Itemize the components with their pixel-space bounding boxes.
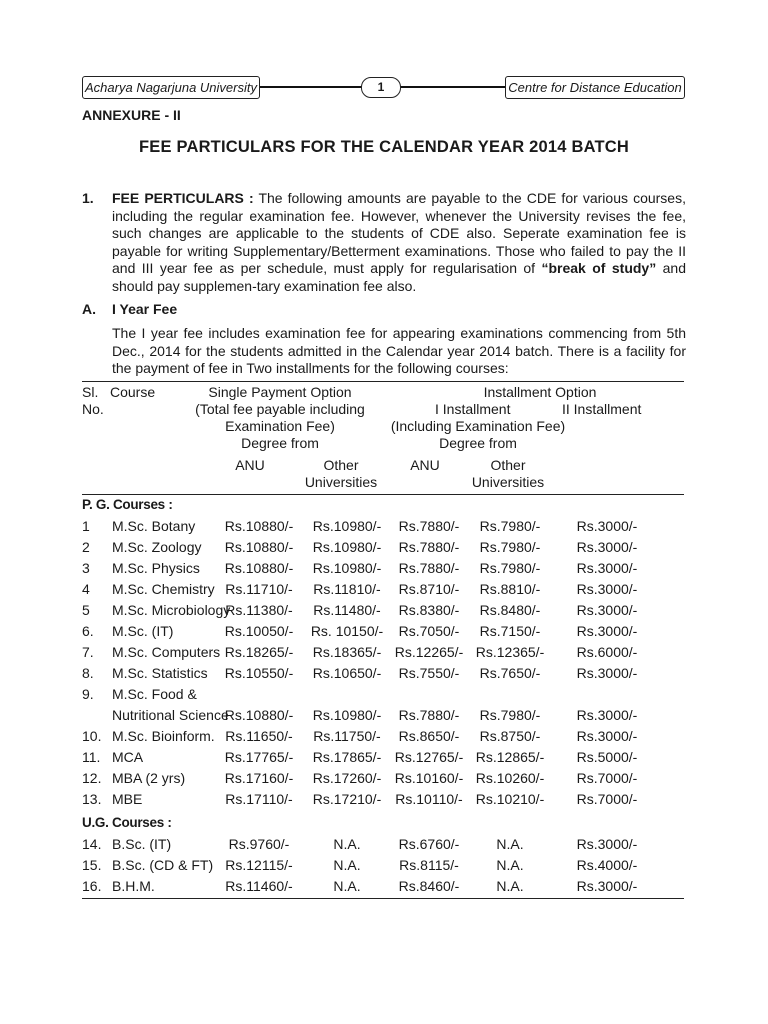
- cell-sl: 3: [82, 560, 90, 576]
- cell-other: Rs. 10150/-: [310, 623, 384, 639]
- cell-i-other: N.A.: [496, 878, 524, 894]
- section-1-text-b: and should pay supplemen-tary examination fee also.: [112, 260, 686, 294]
- cell-i-anu: Rs.6760/-: [398, 836, 460, 852]
- cell-i-other: Rs.10260/-: [475, 770, 545, 786]
- cell-i-anu: Rs.12265/-: [394, 644, 464, 660]
- cell-other: Rs.10650/-: [312, 665, 382, 681]
- cell-anu: Rs.17160/-: [224, 770, 294, 786]
- cell-ii: Rs.3000/-: [576, 836, 638, 852]
- th-other-single: Other: [323, 457, 359, 473]
- cell-i-other: Rs.7150/-: [479, 623, 541, 639]
- cell-sl: 16.: [82, 878, 102, 894]
- cell-course: M.Sc. Food &: [112, 686, 197, 702]
- cell-course: M.Sc. Statistics: [112, 665, 208, 681]
- cell-anu: Rs.10880/-: [224, 707, 294, 723]
- cell-course: B.Sc. (CD & FT): [112, 857, 214, 873]
- section-a-heading: I Year Fee: [112, 301, 178, 317]
- cell-other: Rs.10980/-: [312, 539, 382, 555]
- cell-i-other: Rs.7980/-: [479, 518, 541, 534]
- cell-i-anu: Rs.8710/-: [398, 581, 460, 597]
- cell-course: MBA (2 yrs): [112, 770, 186, 786]
- cell-i-other: N.A.: [496, 836, 524, 852]
- cell-sl: 5: [82, 602, 90, 618]
- cell-other: N.A.: [333, 878, 361, 894]
- cell-i-anu: Rs.7880/-: [398, 539, 460, 555]
- cell-i-other: Rs.7980/-: [479, 707, 541, 723]
- cell-i-other: Rs.8750/-: [479, 728, 541, 744]
- th-single-exam: Examination Fee): [225, 418, 335, 434]
- cell-other: Rs.18365/-: [312, 644, 382, 660]
- th-sl: Sl.: [82, 384, 99, 400]
- section-a-paragraph: The I year fee includes examination fee for appearing examinations commencing from 5th Dec., 2014 for the students admitted in the Calendar year 2014 batch. There is a facility for the payment of fee in Two installments for the following courses:: [112, 325, 686, 376]
- cell-ii: Rs.3000/-: [576, 539, 638, 555]
- cell-i-anu: Rs.7880/-: [398, 560, 460, 576]
- cell-ii: Rs.3000/-: [576, 665, 638, 681]
- section-1-heading: FEE PERTICULARS :: [112, 190, 254, 206]
- cell-course: M.Sc. Computers: [112, 644, 221, 660]
- cell-ii: Rs.7000/-: [576, 791, 638, 807]
- cell-i-other: Rs.12865/-: [475, 749, 545, 765]
- cell-i-anu: Rs.7550/-: [398, 665, 460, 681]
- header-university-box: Acharya Nagarjuna University: [82, 76, 260, 99]
- cell-other: Rs.17260/-: [312, 770, 382, 786]
- cell-sl: 7.: [82, 644, 94, 660]
- cell-other: Rs.10980/-: [312, 518, 382, 534]
- cell-i-other: Rs.7980/-: [479, 539, 541, 555]
- cell-i-other: Rs.8480/-: [479, 602, 541, 618]
- cell-anu: Rs.10880/-: [224, 560, 294, 576]
- th-course: Course: [110, 384, 156, 400]
- cell-sl: 8.: [82, 665, 94, 681]
- cell-i-anu: Rs.8460/-: [398, 878, 460, 894]
- cell-course: M.Sc. Microbiology: [112, 602, 231, 618]
- cell-i-anu: Rs.7880/-: [398, 518, 460, 534]
- section-1-paragraph: [112, 190, 686, 295]
- cell-course: B.Sc. (IT): [112, 836, 172, 852]
- th-no: No.: [82, 401, 104, 417]
- cell-ii: Rs.3000/-: [576, 560, 638, 576]
- th-installment-option: Installment Option: [483, 384, 597, 400]
- cell-ii: Rs.3000/-: [576, 707, 638, 723]
- pg-courses-label: P. G. Courses :: [82, 497, 173, 512]
- cell-sl: 9.: [82, 686, 94, 702]
- cell-course: M.Sc. Chemistry: [112, 581, 215, 597]
- header-rule-left: [260, 86, 364, 88]
- cell-ii: Rs.7000/-: [576, 770, 638, 786]
- cell-other: Rs.17865/-: [312, 749, 382, 765]
- th-second-installment: II Installment: [562, 401, 642, 417]
- cell-i-other: Rs.8810/-: [479, 581, 541, 597]
- cell-other: Rs.17210/-: [312, 791, 382, 807]
- header-centre-box: Centre for Distance Education: [505, 76, 685, 99]
- cell-course: Nutritional Science: [112, 707, 229, 723]
- cell-i-anu: Rs.8380/-: [398, 602, 460, 618]
- cell-ii: Rs.6000/-: [576, 644, 638, 660]
- cell-course: B.H.M.: [112, 878, 155, 894]
- cell-i-other: Rs.12365/-: [475, 644, 545, 660]
- cell-i-anu: Rs.7050/-: [398, 623, 460, 639]
- cell-course: M.Sc. (IT): [112, 623, 174, 639]
- cell-ii: Rs.5000/-: [576, 749, 638, 765]
- cell-other: Rs.11810/-: [313, 581, 381, 597]
- cell-sl: 6.: [82, 623, 94, 639]
- cell-course: M.Sc. Botany: [112, 518, 196, 534]
- cell-other: N.A.: [333, 857, 361, 873]
- th-universities-single: Universities: [304, 474, 378, 490]
- cell-anu: Rs.10880/-: [224, 539, 294, 555]
- cell-anu: Rs.11460/-: [225, 878, 293, 894]
- cell-anu: Rs.10550/-: [224, 665, 294, 681]
- cell-sl: 13.: [82, 791, 102, 807]
- cell-anu: Rs.11380/-: [225, 602, 293, 618]
- cell-sl: 2: [82, 539, 90, 555]
- cell-i-anu: Rs.8115/-: [399, 857, 459, 873]
- cell-i-other: Rs.10210/-: [475, 791, 545, 807]
- cell-anu: Rs.10050/-: [224, 623, 294, 639]
- th-first-installment: I Installment: [435, 401, 511, 417]
- cell-i-anu: Rs.10160/-: [394, 770, 464, 786]
- cell-course: M.Sc. Physics: [112, 560, 200, 576]
- cell-ii: Rs.3000/-: [576, 878, 638, 894]
- cell-other: Rs.10980/-: [312, 707, 382, 723]
- cell-sl: 12.: [82, 770, 102, 786]
- cell-ii: Rs.4000/-: [576, 857, 638, 873]
- th-anu-installment: ANU: [410, 457, 440, 473]
- th-single-degree: Degree from: [241, 435, 319, 451]
- th-universities-installment: Universities: [471, 474, 545, 490]
- table-header-rule: [82, 494, 684, 495]
- cell-anu: Rs.11710/-: [225, 581, 293, 597]
- cell-sl: 14.: [82, 836, 102, 852]
- cell-i-anu: Rs.7880/-: [398, 707, 460, 723]
- cell-ii: Rs.3000/-: [576, 581, 638, 597]
- page-title: FEE PARTICULARS FOR THE CALENDAR YEAR 2014 BATCH: [139, 138, 629, 156]
- cell-anu: Rs.11650/-: [225, 728, 293, 744]
- cell-i-anu: Rs.12765/-: [394, 749, 464, 765]
- cell-anu: Rs.9760/-: [228, 836, 290, 852]
- cell-ii: Rs.3000/-: [576, 602, 638, 618]
- cell-ii: Rs.3000/-: [576, 623, 638, 639]
- section-1-number: 1.: [82, 190, 94, 206]
- cell-other: N.A.: [333, 836, 361, 852]
- cell-course: MCA: [112, 749, 144, 765]
- annexure-label: ANNEXURE - II: [82, 107, 181, 123]
- cell-other: Rs.11480/-: [313, 602, 381, 618]
- cell-course: M.Sc. Zoology: [112, 539, 202, 555]
- cell-anu: Rs.12115/-: [225, 857, 293, 873]
- th-installment-exam: (Including Examination Fee): [390, 418, 566, 434]
- cell-sl: 10.: [82, 728, 102, 744]
- break-of-study-phrase: “break of study”: [541, 260, 657, 276]
- page-number: 1: [361, 77, 401, 98]
- cell-i-other: N.A.: [496, 857, 524, 873]
- cell-i-other: Rs.7980/-: [479, 560, 541, 576]
- cell-i-anu: Rs.8650/-: [398, 728, 460, 744]
- th-single-total: (Total fee payable including: [195, 401, 365, 417]
- th-installment-degree: Degree from: [439, 435, 517, 451]
- th-anu-single: ANU: [235, 457, 265, 473]
- cell-anu: Rs.10880/-: [224, 518, 294, 534]
- cell-ii: Rs.3000/-: [576, 728, 638, 744]
- cell-other: Rs.10980/-: [312, 560, 382, 576]
- header-rule-right: [396, 86, 506, 88]
- table-top-rule: [82, 381, 684, 382]
- section-a-letter: A.: [82, 301, 96, 317]
- section-1-text-a: The following amounts are payable to the CDE for various courses, including the regular examination fee. However, whenever the University revises the fee, such changes are applicable to the students of CDE also. Seperate examination fee is payable for writing Supplementary/Betterment examinations. Those who failed to pay the II and III year fee as per schedule, must apply for regularisation of: [112, 190, 686, 276]
- cell-i-other: Rs.7650/-: [479, 665, 541, 681]
- cell-i-anu: Rs.10110/-: [395, 791, 463, 807]
- th-single-payment: Single Payment Option: [208, 384, 352, 400]
- th-other-installment: Other: [490, 457, 526, 473]
- cell-ii: Rs.3000/-: [576, 518, 638, 534]
- table-bottom-rule: [82, 898, 684, 899]
- cell-other: Rs.11750/-: [313, 728, 381, 744]
- cell-course: MBE: [112, 791, 143, 807]
- cell-sl: 4: [82, 581, 90, 597]
- cell-sl: 15.: [82, 857, 102, 873]
- cell-sl: 1: [82, 518, 90, 534]
- ug-courses-label: U.G. Courses :: [82, 815, 172, 830]
- cell-anu: Rs.18265/-: [224, 644, 294, 660]
- cell-anu: Rs.17765/-: [224, 749, 294, 765]
- cell-anu: Rs.17110/-: [225, 791, 293, 807]
- cell-sl: 11.: [82, 749, 101, 765]
- cell-course: M.Sc. Bioinform.: [112, 728, 215, 744]
